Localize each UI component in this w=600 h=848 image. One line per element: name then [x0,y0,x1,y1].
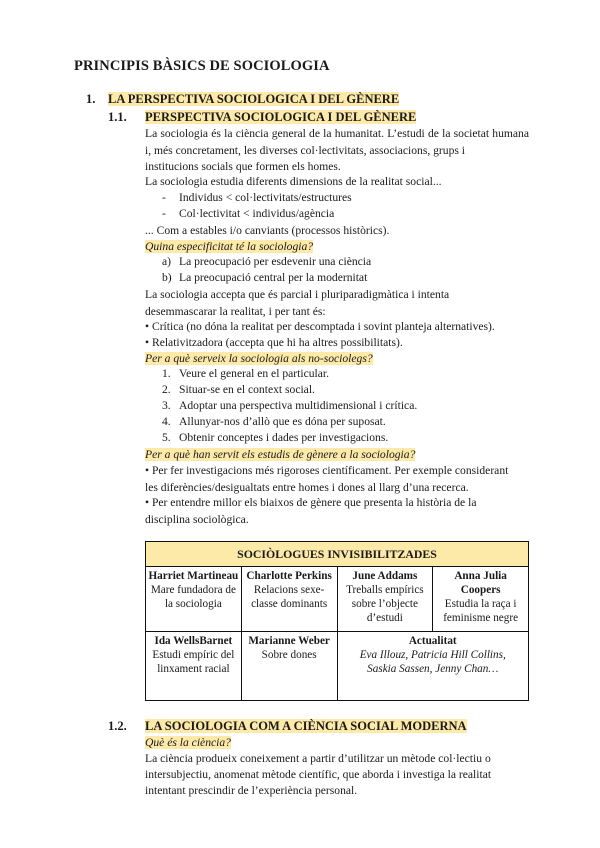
subsection-title: LA SOCIOLOGIA COM A CIÈNCIA SOCIAL MODERNA [145,719,467,733]
numbered-list-item: 2. Situar-se en el context social. [162,383,315,396]
subsection-number: 1.2. [108,719,127,733]
section-1-heading [86,92,399,107]
question-2: Per a què serveix la sociologia als no-sociolegs? [145,352,373,365]
numbered-list-item: 4. Allunyar-nos d’allò que es dóna per suposat. [162,415,386,428]
table-cell: Ida WellsBarnet Estudi empíric del linxament racial [146,632,242,701]
text-line: La sociologia és la ciència general de la humanitat. L’estudi de la societat [145,127,490,140]
numbered-list-item: 1. Veure el general en el particular. [162,367,329,380]
letter-list-item: b) La preocupació central per la modernitat [162,271,368,284]
dimensions-line: La sociologia estudia diferents dimensions de la realitat social... [145,175,442,188]
numbered-list-item: 3. Adoptar una perspectiva multidimensional i crítica. [162,399,418,412]
bullet-relativitzadora: • Relativitzadora (accepta que hi ha altres possibilitats). [145,336,403,349]
text-line: La ciència produeix coneixement a partir d’utilitzar un mètode col·lectiu o [145,752,491,765]
gender-bullet-bias [145,495,529,528]
partial-paragraph [145,287,529,320]
text-line: La sociologia accepta que és parcial i pluriparadigmàtica i intenta [145,288,450,301]
text-line: intentant prescindir de l’experiència personal. [145,784,358,797]
table-cell: Marianne Weber Sobre dones [241,632,337,701]
gender-bullet-rigour [145,463,529,496]
section-number: 1. [86,92,96,106]
table-header: SOCIÒLOGUES INVISIBILITZADES [146,542,529,567]
text-line: disciplina sociològica. [145,512,249,526]
text-line: les diferències/desigualtats entre homes i dones al llarg d’una recerca. [145,480,469,494]
text-line: • Per entendre millor els biaixos de gènere que presenta la història de la [145,496,477,509]
bullet-critica: • Crítica (no dóna la realitat per descomptada i sovint planteja alternatives). [145,320,495,333]
question-1: Quina especificitat té la sociologia? [145,240,314,253]
text-line: institucions socials que formen els homes. [145,160,341,173]
text-line: intersubjectiu, anomenat mètode científic, que aborda i investiga la realitat [145,768,492,781]
subsection-1-2-heading [108,719,467,734]
section-title: LA PERSPECTIVA SOCIOLOGICA I DEL GÈNERE [108,92,400,106]
subsection-1-1-heading [108,110,416,125]
subsection-number: 1.1. [108,110,127,124]
table-cell: Charlotte Perkins Relacions sexe-classe dominants [241,567,337,632]
question-science: Què és la ciència? [145,736,231,749]
sociologists-table [145,541,529,701]
text-line: • Per fer investigacions més rigoroses científicament. Per exemple considerant [145,464,509,477]
numbered-list-item: 5. Obtenir conceptes i dades per investigacions. [162,431,389,444]
letter-list-item: a) La preocupació per esdevenir una ciència [162,255,372,268]
table-cell: June Addams Treballs empírics sobre l’objecte d’estudi [337,567,433,632]
question-3: Per a què han servit els estudis de gènere a la sociologia? [145,448,416,461]
intro-paragraph [145,126,529,176]
table-cell: Anna Julia Coopers Estudia la raça i feminisme negre [433,567,529,632]
subsection-title: PERSPECTIVA SOCIOLOGICA I DEL GÈNERE [145,110,417,124]
table-cell: Harriet Martineau Mare fundadora de la sociologia [146,567,242,632]
text-line: humana i, més concretament, les diverses col·lectivitats, associacions, grups i [145,127,529,157]
dash-list-item: - Col·lectivitat < individus/agència [162,207,335,220]
dash-list-item: - Individus < col·lectivitats/estructures [162,191,352,204]
table-cell: Actualitat Eva Illouz, Patricia Hill Collins, Saskia Sassen, Jenny Chan… [337,632,529,701]
text-line: desemmascarar la realitat, i per tant és: [145,304,326,318]
stable-line: ... Com a estables i/o canviants (processos històrics). [145,224,390,237]
document-title: PRINCIPIS BÀSICS DE SOCIOLOGIA [74,58,330,74]
